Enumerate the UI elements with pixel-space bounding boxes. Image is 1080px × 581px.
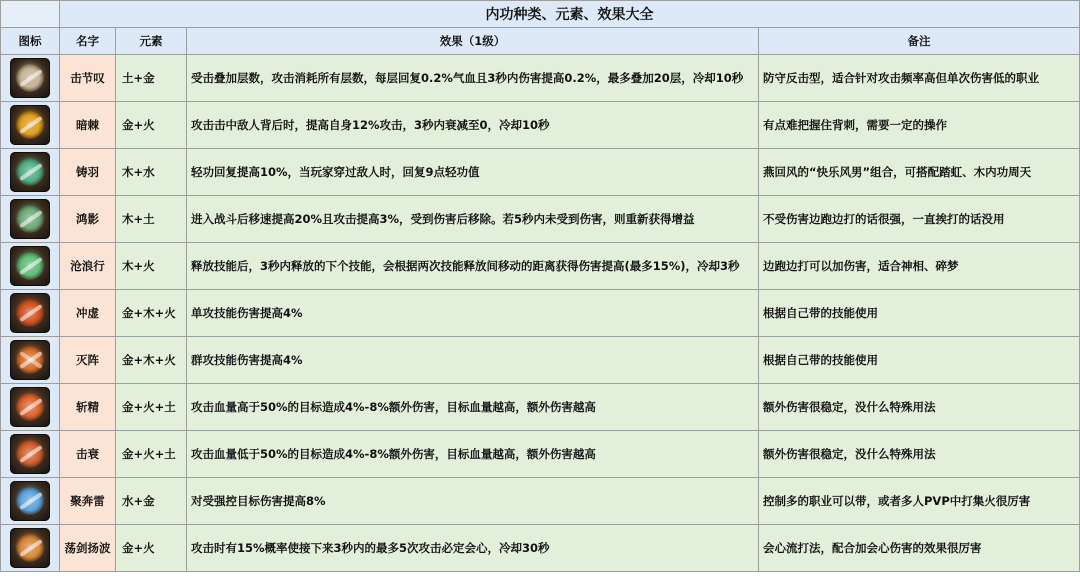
- thunder-orb-icon: [10, 481, 50, 521]
- skill-note: 会心流打法，配合加会心伤害的效果很厉害: [759, 525, 1080, 572]
- skill-note: 燕回风的“快乐风男”组合，可搭配踏虹、木内功周天: [759, 149, 1080, 196]
- wave-leaf-icon: [10, 246, 50, 286]
- skill-effect: 攻击时有15%概率使接下来3秒内的最多5次攻击必定会心，冷却30秒: [187, 525, 759, 572]
- skill-name: 击衰: [60, 431, 116, 478]
- icon-cell: [1, 55, 60, 102]
- skill-note: 根据自己带的技能使用: [759, 337, 1080, 384]
- skill-element: 金+木+火: [116, 337, 187, 384]
- crossed-blades-icon: [10, 340, 50, 380]
- skill-name: 沧浪行: [60, 243, 116, 290]
- skill-name: 暗棘: [60, 102, 116, 149]
- skill-element: 木+水: [116, 149, 187, 196]
- skill-element: 木+火: [116, 243, 187, 290]
- header-effect: 效果（1级）: [187, 28, 759, 55]
- icon-cell: [1, 478, 60, 525]
- skill-note: 额外伤害很稳定，没什么特殊用法: [759, 431, 1080, 478]
- skill-note: 根据自己带的技能使用: [759, 290, 1080, 337]
- skill-effect: 轻功回复提高10%，当玩家穿过敌人时，回复9点轻功值: [187, 149, 759, 196]
- skill-element: 水+金: [116, 478, 187, 525]
- skill-effect: 攻击血量高于50%的目标造成4%-8%额外伤害，目标血量越高，额外伤害越高: [187, 384, 759, 431]
- skill-note: 防守反击型，适合针对攻击频率高但单次伤害低的职业: [759, 55, 1080, 102]
- skill-effect: 攻击击中敌人背后时，提高自身12%攻击，3秒内衰减至0，冷却10秒: [187, 102, 759, 149]
- fire-ring-icon: [10, 293, 50, 333]
- bird-shadow-icon: [10, 199, 50, 239]
- table-row: [1, 290, 1080, 337]
- header-element: 元素: [116, 28, 187, 55]
- table-row: [1, 102, 1080, 149]
- table-row: [1, 431, 1080, 478]
- skill-name: 击节叹: [60, 55, 116, 102]
- skill-element: 金+火: [116, 525, 187, 572]
- skill-note: 不受伤害边跑边打的话很强，一直挨打的话没用: [759, 196, 1080, 243]
- skill-name: 鸿影: [60, 196, 116, 243]
- skill-name: 灭阵: [60, 337, 116, 384]
- table-row: [1, 55, 1080, 102]
- blaze-slash-icon: [10, 387, 50, 427]
- skill-element: 土+金: [116, 55, 187, 102]
- table-title: 内功种类、元素、效果大全: [60, 1, 1080, 28]
- header-name: 名字: [60, 28, 116, 55]
- skill-note: 边跑边打可以加伤害，适合神相、碎梦: [759, 243, 1080, 290]
- skill-name: 斩精: [60, 384, 116, 431]
- table-row: [1, 384, 1080, 431]
- skill-name: 铸羽: [60, 149, 116, 196]
- skill-element: 金+火+土: [116, 431, 187, 478]
- icon-cell: [1, 431, 60, 478]
- icon-cell: [1, 243, 60, 290]
- table-row: [1, 337, 1080, 384]
- icon-cell: [1, 102, 60, 149]
- skill-element: 金+木+火: [116, 290, 187, 337]
- title-corner-cell: [1, 1, 60, 28]
- icon-cell: [1, 384, 60, 431]
- skill-note: 有点难把握住背刺，需要一定的操作: [759, 102, 1080, 149]
- table-row: [1, 196, 1080, 243]
- icon-cell: [1, 196, 60, 243]
- flame-hand-icon: [10, 105, 50, 145]
- ember-strike-icon: [10, 434, 50, 474]
- skill-effect: 群攻技能伤害提高4%: [187, 337, 759, 384]
- skill-effect: 受击叠加层数，攻击消耗所有层数，每层回复0.2%气血且3秒内伤害提高0.2%，最多叠加20层，冷却10秒: [187, 55, 759, 102]
- skill-name: 荡剑扬波: [60, 525, 116, 572]
- table-row: [1, 478, 1080, 525]
- icon-cell: [1, 525, 60, 572]
- skill-effect: 对受强控目标伤害提高8%: [187, 478, 759, 525]
- skill-name: 聚奔雷: [60, 478, 116, 525]
- skill-note: 额外伤害很稳定，没什么特殊用法: [759, 384, 1080, 431]
- palm-fist-icon: [10, 58, 50, 98]
- skill-note: 控制多的职业可以带，或者多人PVP中打集火很厉害: [759, 478, 1080, 525]
- header-note: 备注: [759, 28, 1080, 55]
- header-row: [1, 28, 1080, 55]
- skill-effect: 释放技能后，3秒内释放的下个技能，会根据两次技能释放间移动的距离获得伤害提高(最多15%)，冷却3秒: [187, 243, 759, 290]
- feather-swirl-icon: [10, 152, 50, 192]
- icon-cell: [1, 337, 60, 384]
- skill-element: 金+火: [116, 102, 187, 149]
- skill-element: 木+土: [116, 196, 187, 243]
- table-row: [1, 525, 1080, 572]
- skill-element: 金+火+土: [116, 384, 187, 431]
- icon-cell: [1, 290, 60, 337]
- skill-name: 冲虚: [60, 290, 116, 337]
- skill-effect: 单攻技能伤害提高4%: [187, 290, 759, 337]
- skill-effect: 进入战斗后移速提高20%且攻击提高3%，受到伤害后移除。若5秒内未受到伤害，则重新获得增益: [187, 196, 759, 243]
- sword-wave-icon: [10, 528, 50, 568]
- skill-effect: 攻击血量低于50%的目标造成4%-8%额外伤害，目标血量越高，额外伤害越高: [187, 431, 759, 478]
- table-row: [1, 243, 1080, 290]
- header-icon: 图标: [1, 28, 60, 55]
- table-row: [1, 149, 1080, 196]
- icon-cell: [1, 149, 60, 196]
- title-row: [1, 1, 1080, 28]
